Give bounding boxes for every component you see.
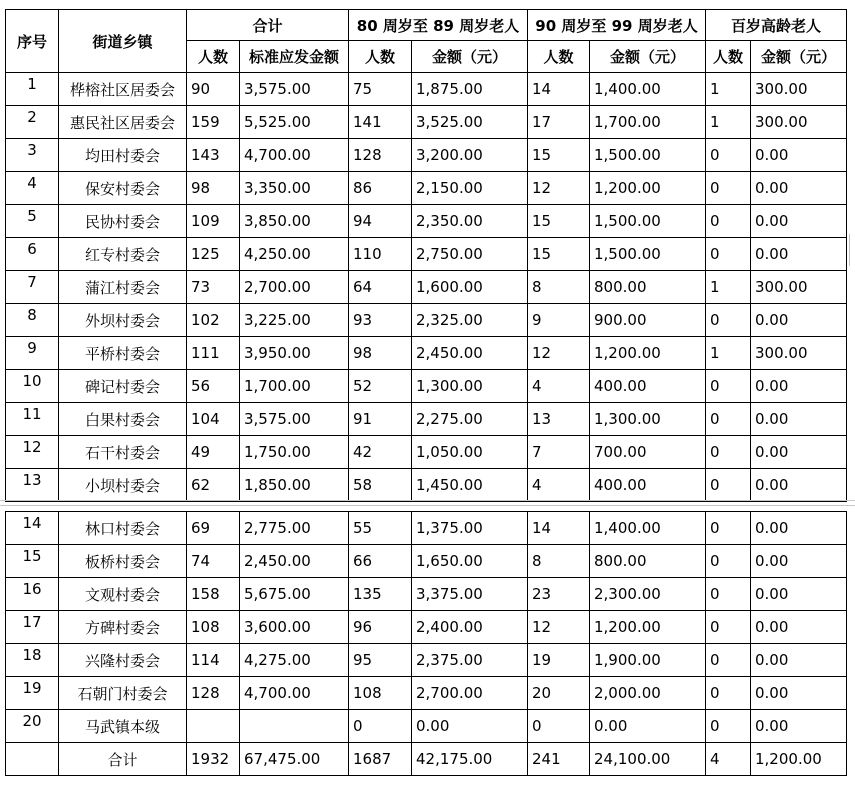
header-age90-group: 90 周岁至 99 周岁老人 (528, 10, 706, 41)
cell-seq: 9 (6, 337, 59, 370)
cell-age90-amount: 1,900.00 (590, 644, 706, 677)
cell-total-count: 90 (187, 73, 240, 106)
cell-age80-amount: 2,750.00 (412, 238, 528, 271)
cell-age90-count: 0 (528, 710, 590, 743)
cell-district: 板桥村委会 (59, 545, 187, 578)
cell-age100-count: 0 (706, 139, 751, 172)
table-row (6, 469, 847, 502)
cell-age90-count: 23 (528, 578, 590, 611)
cell-total-count: 49 (187, 436, 240, 469)
table-row (6, 512, 847, 545)
cell-age100-amount: 300.00 (751, 337, 847, 370)
cell-total-count: 114 (187, 644, 240, 677)
cell-age90-count: 7 (528, 436, 590, 469)
cell-total-amount: 2,700.00 (240, 271, 349, 304)
table-row (6, 172, 847, 205)
cell-age80-count: 75 (349, 73, 412, 106)
cell-total-amount: 4,250.00 (240, 238, 349, 271)
cell-age80-amount: 2,275.00 (412, 403, 528, 436)
cell-age100-count: 0 (706, 710, 751, 743)
cell-age100-count: 1 (706, 337, 751, 370)
cell-total-count: 104 (187, 403, 240, 436)
cell-seq: 16 (6, 578, 59, 611)
cell-age80-amount: 2,700.00 (412, 677, 528, 710)
cell-age100-amount: 300.00 (751, 106, 847, 139)
cell-district: 碑记村委会 (59, 370, 187, 403)
cell-age90-amount: 1,200.00 (590, 611, 706, 644)
cell-age90-amount: 24,100.00 (590, 743, 706, 776)
scroll-marker (849, 234, 855, 266)
cell-seq: 10 (6, 370, 59, 403)
header-age100-group: 百岁高龄老人 (706, 10, 847, 41)
subsidy-table-page-2 (5, 511, 847, 776)
cell-age90-amount: 700.00 (590, 436, 706, 469)
cell-age80-count: 0 (349, 710, 412, 743)
cell-total-count: 73 (187, 271, 240, 304)
cell-age90-amount: 1,700.00 (590, 106, 706, 139)
cell-total-count: 109 (187, 205, 240, 238)
cell-age100-amount: 0.00 (751, 710, 847, 743)
cell-seq: 17 (6, 611, 59, 644)
cell-age90-count: 14 (528, 73, 590, 106)
cell-age80-count: 128 (349, 139, 412, 172)
cell-total-count: 74 (187, 545, 240, 578)
cell-age100-amount: 0.00 (751, 139, 847, 172)
cell-age100-count: 0 (706, 578, 751, 611)
table-row (6, 578, 847, 611)
cell-seq: 18 (6, 644, 59, 677)
table-row (6, 238, 847, 271)
header-age80-amount: 金额（元） (412, 41, 528, 73)
cell-age80-amount: 1,300.00 (412, 370, 528, 403)
cell-age100-count: 0 (706, 205, 751, 238)
cell-seq: 14 (6, 512, 59, 545)
cell-total-amount: 3,950.00 (240, 337, 349, 370)
header-total-count: 人数 (187, 41, 240, 73)
cell-age100-amount: 0.00 (751, 545, 847, 578)
cell-age90-amount: 2,000.00 (590, 677, 706, 710)
cell-age80-count: 98 (349, 337, 412, 370)
cell-age100-amount: 0.00 (751, 578, 847, 611)
header-age100-count: 人数 (706, 41, 751, 73)
cell-age90-amount: 1,400.00 (590, 73, 706, 106)
cell-age100-count: 1 (706, 106, 751, 139)
cell-age100-amount: 300.00 (751, 271, 847, 304)
table-row (6, 205, 847, 238)
cell-age100-count: 0 (706, 545, 751, 578)
cell-district: 方碑村委会 (59, 611, 187, 644)
cell-age90-count: 14 (528, 512, 590, 545)
cell-age90-amount: 2,300.00 (590, 578, 706, 611)
cell-district: 民协村委会 (59, 205, 187, 238)
cell-district: 马武镇本级 (59, 710, 187, 743)
cell-age80-count: 94 (349, 205, 412, 238)
cell-total-amount: 3,850.00 (240, 205, 349, 238)
cell-total-amount: 3,350.00 (240, 172, 349, 205)
cell-age80-amount: 2,150.00 (412, 172, 528, 205)
cell-age90-count: 15 (528, 205, 590, 238)
cell-age90-count: 12 (528, 611, 590, 644)
cell-age100-amount: 0.00 (751, 677, 847, 710)
cell-age90-count: 15 (528, 238, 590, 271)
cell-age100-count: 1 (706, 73, 751, 106)
cell-age80-amount: 3,525.00 (412, 106, 528, 139)
cell-age80-amount: 2,400.00 (412, 611, 528, 644)
cell-age100-count: 0 (706, 238, 751, 271)
cell-total-count: 56 (187, 370, 240, 403)
cell-total-amount: 4,275.00 (240, 644, 349, 677)
table-row (6, 370, 847, 403)
table-row (6, 337, 847, 370)
cell-total-count: 158 (187, 578, 240, 611)
cell-district: 石干村委会 (59, 436, 187, 469)
cell-seq: 13 (6, 469, 59, 502)
cell-age90-amount: 1,500.00 (590, 205, 706, 238)
table-row (6, 436, 847, 469)
cell-age100-count: 0 (706, 512, 751, 545)
header-district: 街道乡镇 (59, 10, 187, 73)
cell-age80-amount: 1,600.00 (412, 271, 528, 304)
cell-age90-amount: 400.00 (590, 469, 706, 502)
cell-seq: 8 (6, 304, 59, 337)
cell-age80-amount: 3,200.00 (412, 139, 528, 172)
header-age80-count: 人数 (349, 41, 412, 73)
cell-age100-count: 0 (706, 677, 751, 710)
cell-age80-count: 66 (349, 545, 412, 578)
cell-district: 桦榕社区居委会 (59, 73, 187, 106)
cell-district: 蒲江村委会 (59, 271, 187, 304)
cell-seq: 6 (6, 238, 59, 271)
cell-total-count: 125 (187, 238, 240, 271)
cell-district: 外坝村委会 (59, 304, 187, 337)
cell-total-amount: 1,850.00 (240, 469, 349, 502)
cell-age100-count: 0 (706, 469, 751, 502)
cell-age80-count: 55 (349, 512, 412, 545)
cell-total-amount: 67,475.00 (240, 743, 349, 776)
cell-age100-count: 1 (706, 271, 751, 304)
cell-total-amount: 1,700.00 (240, 370, 349, 403)
cell-total-count: 128 (187, 677, 240, 710)
header-age90-count: 人数 (528, 41, 590, 73)
cell-age100-amount: 0.00 (751, 644, 847, 677)
subsidy-table-page-1 (5, 9, 847, 502)
cell-total-amount: 4,700.00 (240, 139, 349, 172)
cell-age100-count: 4 (706, 743, 751, 776)
table-row (6, 73, 847, 106)
cell-age100-amount: 0.00 (751, 469, 847, 502)
cell-age90-amount: 1,500.00 (590, 139, 706, 172)
cell-seq: 3 (6, 139, 59, 172)
cell-age100-amount: 0.00 (751, 370, 847, 403)
cell-age90-amount: 0.00 (590, 710, 706, 743)
cell-district: 红专村委会 (59, 238, 187, 271)
cell-age100-amount: 0.00 (751, 436, 847, 469)
cell-total-count: 69 (187, 512, 240, 545)
cell-total-amount: 3,575.00 (240, 403, 349, 436)
cell-total-amount: 3,225.00 (240, 304, 349, 337)
cell-age90-count: 8 (528, 545, 590, 578)
table-row (6, 139, 847, 172)
cell-total-count: 1932 (187, 743, 240, 776)
cell-seq: 1 (6, 73, 59, 106)
cell-age100-count: 0 (706, 403, 751, 436)
cell-age90-amount: 800.00 (590, 271, 706, 304)
cell-age90-count: 12 (528, 337, 590, 370)
cell-age90-amount: 900.00 (590, 304, 706, 337)
cell-district: 小坝村委会 (59, 469, 187, 502)
cell-age80-amount: 2,325.00 (412, 304, 528, 337)
cell-district: 兴隆村委会 (59, 644, 187, 677)
cell-total-amount: 2,450.00 (240, 545, 349, 578)
table-row (6, 644, 847, 677)
cell-seq: 15 (6, 545, 59, 578)
cell-age100-amount: 0.00 (751, 512, 847, 545)
cell-age80-count: 108 (349, 677, 412, 710)
cell-total-amount (240, 710, 349, 743)
cell-age80-count: 135 (349, 578, 412, 611)
table-row (6, 106, 847, 139)
table-row (6, 403, 847, 436)
cell-age80-count: 58 (349, 469, 412, 502)
cell-age90-count: 8 (528, 271, 590, 304)
cell-age100-count: 0 (706, 611, 751, 644)
cell-age100-count: 0 (706, 172, 751, 205)
cell-district: 合计 (59, 743, 187, 776)
cell-age80-amount: 1,050.00 (412, 436, 528, 469)
header-age90-amount: 金额（元） (590, 41, 706, 73)
header-total-group: 合计 (187, 10, 349, 41)
cell-total-amount: 2,775.00 (240, 512, 349, 545)
cell-age90-amount: 1,200.00 (590, 337, 706, 370)
cell-age90-count: 9 (528, 304, 590, 337)
cell-seq: 5 (6, 205, 59, 238)
header-standard-amount: 标准应发金额 (240, 41, 349, 73)
cell-age100-amount: 0.00 (751, 172, 847, 205)
cell-age80-amount: 1,450.00 (412, 469, 528, 502)
table-row (6, 304, 847, 337)
total-row (6, 743, 847, 776)
table-row (6, 545, 847, 578)
cell-seq: 7 (6, 271, 59, 304)
cell-district: 文观村委会 (59, 578, 187, 611)
cell-age90-amount: 800.00 (590, 545, 706, 578)
cell-age90-amount: 1,200.00 (590, 172, 706, 205)
cell-seq: 2 (6, 106, 59, 139)
cell-age80-amount: 2,350.00 (412, 205, 528, 238)
cell-age100-count: 0 (706, 436, 751, 469)
cell-age80-count: 1687 (349, 743, 412, 776)
cell-age80-count: 86 (349, 172, 412, 205)
page-break (0, 500, 855, 506)
cell-seq (6, 743, 59, 776)
cell-seq: 12 (6, 436, 59, 469)
cell-seq: 19 (6, 677, 59, 710)
cell-age80-count: 141 (349, 106, 412, 139)
cell-district: 惠民社区居委会 (59, 106, 187, 139)
cell-total-amount: 1,750.00 (240, 436, 349, 469)
cell-district: 白果村委会 (59, 403, 187, 436)
cell-total-amount: 3,600.00 (240, 611, 349, 644)
cell-age90-amount: 1,400.00 (590, 512, 706, 545)
cell-age90-amount: 1,300.00 (590, 403, 706, 436)
cell-age90-count: 241 (528, 743, 590, 776)
cell-total-count (187, 710, 240, 743)
cell-total-count: 143 (187, 139, 240, 172)
header-age80-group: 80 周岁至 89 周岁老人 (349, 10, 528, 41)
cell-age90-count: 17 (528, 106, 590, 139)
cell-age80-amount: 1,650.00 (412, 545, 528, 578)
cell-age100-amount: 0.00 (751, 205, 847, 238)
cell-age100-amount: 0.00 (751, 403, 847, 436)
header-age100-amount: 金额（元） (751, 41, 847, 73)
cell-total-count: 102 (187, 304, 240, 337)
cell-age100-amount: 0.00 (751, 611, 847, 644)
cell-age80-count: 52 (349, 370, 412, 403)
cell-age90-count: 20 (528, 677, 590, 710)
cell-total-amount: 4,700.00 (240, 677, 349, 710)
cell-age90-count: 15 (528, 139, 590, 172)
cell-age90-amount: 400.00 (590, 370, 706, 403)
cell-age80-count: 93 (349, 304, 412, 337)
cell-age80-count: 64 (349, 271, 412, 304)
cell-total-amount: 5,525.00 (240, 106, 349, 139)
cell-total-count: 111 (187, 337, 240, 370)
cell-age80-amount: 3,375.00 (412, 578, 528, 611)
table-row (6, 271, 847, 304)
cell-age90-count: 4 (528, 370, 590, 403)
cell-district: 均田村委会 (59, 139, 187, 172)
cell-age100-count: 0 (706, 370, 751, 403)
cell-total-amount: 5,675.00 (240, 578, 349, 611)
header-seq: 序号 (6, 10, 59, 73)
cell-age90-count: 12 (528, 172, 590, 205)
cell-total-count: 98 (187, 172, 240, 205)
cell-total-count: 108 (187, 611, 240, 644)
cell-age100-amount: 1,200.00 (751, 743, 847, 776)
cell-age80-amount: 1,875.00 (412, 73, 528, 106)
cell-age80-amount: 2,450.00 (412, 337, 528, 370)
cell-district: 林口村委会 (59, 512, 187, 545)
cell-age100-count: 0 (706, 304, 751, 337)
cell-age100-amount: 0.00 (751, 304, 847, 337)
cell-age80-amount: 42,175.00 (412, 743, 528, 776)
cell-seq: 4 (6, 172, 59, 205)
cell-age80-amount: 1,375.00 (412, 512, 528, 545)
cell-age100-count: 0 (706, 644, 751, 677)
cell-total-amount: 3,575.00 (240, 73, 349, 106)
cell-age80-amount: 0.00 (412, 710, 528, 743)
cell-age90-count: 13 (528, 403, 590, 436)
cell-total-count: 62 (187, 469, 240, 502)
cell-seq: 11 (6, 403, 59, 436)
cell-age80-count: 42 (349, 436, 412, 469)
cell-age90-count: 4 (528, 469, 590, 502)
cell-age100-amount: 0.00 (751, 238, 847, 271)
cell-age80-count: 96 (349, 611, 412, 644)
cell-age80-count: 95 (349, 644, 412, 677)
table-row (6, 677, 847, 710)
cell-age90-count: 19 (528, 644, 590, 677)
cell-age80-count: 110 (349, 238, 412, 271)
cell-seq: 20 (6, 710, 59, 743)
table-row (6, 611, 847, 644)
cell-age80-amount: 2,375.00 (412, 644, 528, 677)
cell-district: 平桥村委会 (59, 337, 187, 370)
cell-district: 石朝门村委会 (59, 677, 187, 710)
cell-age90-amount: 1,500.00 (590, 238, 706, 271)
cell-district: 保安村委会 (59, 172, 187, 205)
cell-age100-amount: 300.00 (751, 73, 847, 106)
table-row (6, 710, 847, 743)
cell-total-count: 159 (187, 106, 240, 139)
cell-age80-count: 91 (349, 403, 412, 436)
